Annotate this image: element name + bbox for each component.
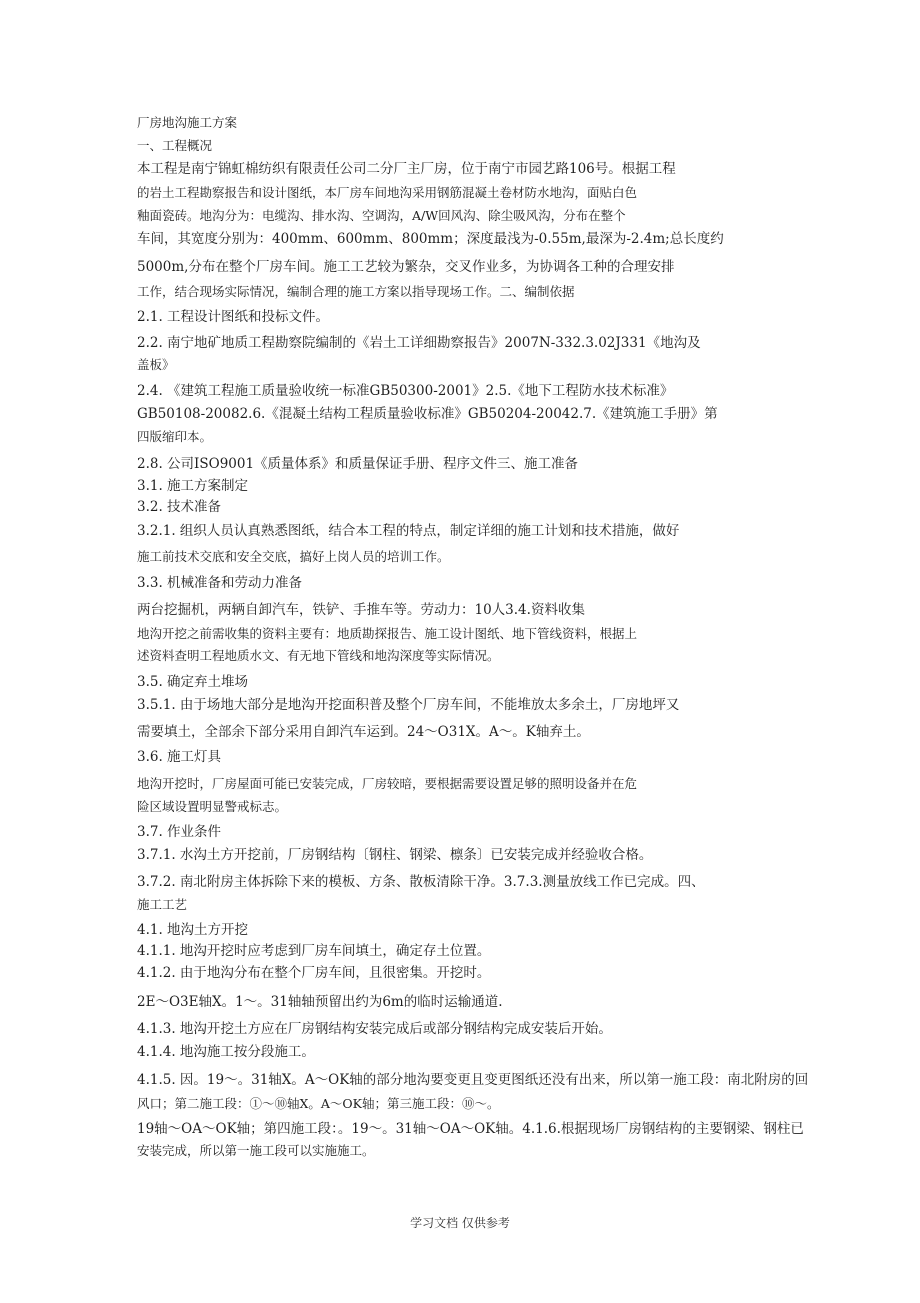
paragraph-line: 的岩土工程勘察报告和设计图纸，本厂房车间地沟采用钢筋混凝土卷材防水地沟，面贴白色 [137, 185, 638, 200]
list-item: 3.7.2. 南北附房主体拆除下来的模板、方条、散板清除干净。3.7.3.测量放线工作已完成。四、 [137, 874, 705, 890]
paragraph-line: 2E〜O3E轴X。1〜。31轴轴预留出约为6m的临时运输通道. [137, 994, 503, 1010]
list-item: 4.1.5. 因。19〜。31轴X。A〜OK轴的部分地沟要变更且变更图纸还没有出来，所以第一施工段：南北附房的回 [137, 1072, 809, 1088]
doc-title: 厂房地沟施工方案 [137, 115, 238, 130]
paragraph-line: 车间，其宽度分别为：400mm、600mm、800mm；深度最浅为-0.55m,最深为-2.4m;总长度约 [137, 231, 724, 247]
paragraph-line: 本工程是南宁锦虹棉纺织有限责任公司二分厂主厂房，位于南宁市园艺路106号。根据工程 [137, 161, 676, 177]
paragraph-line: 盖板》 [137, 357, 175, 372]
paragraph-line: 施工工艺 [137, 897, 188, 912]
list-item: 3.7. 作业条件 [137, 824, 222, 840]
paragraph-line: 5000m,分布在整个厂房车间。施工工艺较为繁杂，交叉作业多，为协调各工种的合理安排 [137, 259, 675, 275]
list-item: 4.1.3. 地沟开挖土方应在厂房钢结构安装完成后或部分钢结构完成安装后开始。 [137, 1021, 612, 1037]
paragraph-line: 地沟开挖时，厂房屋面可能已安装完成，厂房较暗，要根据需要设置足够的照明设备并在危 [137, 776, 638, 791]
paragraph-line: 四版缩印本。 [137, 429, 213, 444]
list-item: 2.8. 公司ISO9001《质量体系》和质量保证手册、程序文件三、施工准备 [137, 456, 579, 472]
list-item: 2.2. 南宁地矿地质工程勘察院编制的《岩土工详细勘察报告》2007N-332.3.02J331《地沟及 [137, 335, 701, 351]
list-item: 4.1.1. 地沟开挖时应考虑到厂房车间填土，确定存土位置。 [137, 943, 491, 959]
paragraph-line: GB50108-20082.6.《混凝土结构工程质量验收标准》GB50204-20042.7.《建筑施工手册》第 [137, 406, 718, 422]
paragraph-line: 地沟开挖之前需收集的资料主要有：地质勘探报告、施工设计图纸、地下管线资料，根据上 [137, 626, 638, 641]
list-item: 3.5.1. 由于场地大部分是地沟开挖面积普及整个厂房车间，不能堆放太多余土，厂房地坪又 [137, 697, 680, 713]
paragraph-line: 安装完成，所以第一施工段可以实施施工。 [137, 1143, 375, 1158]
list-item: 4.1. 地沟土方开挖 [137, 922, 249, 938]
list-item: 3.2.1. 组织人员认真熟悉图纸，结合本工程的特点，制定详细的施工计划和技术措施，做好 [137, 523, 680, 539]
section-heading: 一、工程概况 [137, 138, 213, 153]
paragraph-line: 19轴〜OA〜OK轴；第四施工段：。19〜。31轴〜OA〜OK轴。4.1.6.根据现场厂房钢结构的主要钢梁、钢柱已 [137, 1121, 804, 1137]
paragraph-line: 工作，结合现场实际情况，编制合理的施工方案以指导现场工作。二、编制依据 [137, 284, 575, 299]
paragraph-line: 险区域设置明显警戒标志。 [137, 799, 288, 814]
list-item: 2.4. 《建筑工程施工质量验收统一标准GB50300-2001》2.5.《地下工程防水技术标准》 [137, 383, 674, 399]
list-item: 4.1.4. 地沟施工按分段施工。 [137, 1044, 315, 1060]
page-footer: 学习文档 仅供参考 [410, 1216, 510, 1230]
paragraph-line: 两台挖掘机，两辆自卸汽车，铁铲、手推车等。劳动力：10人3.4.资料收集 [137, 602, 585, 618]
list-item: 3.6. 施工灯具 [137, 749, 222, 765]
list-item: 3.3. 机械准备和劳动力准备 [137, 575, 303, 591]
paragraph-line: 釉面瓷砖。地沟分为：电缆沟、排水沟、空调沟，A/W回风沟、除尘吸风沟，分布在整个 [137, 208, 626, 223]
paragraph-line: 施工前技术交底和安全交底，搞好上岗人员的培训工作。 [137, 549, 450, 564]
list-item: 4.1.2. 由于地沟分布在整个厂房车间，且很密集。开挖时。 [137, 965, 491, 981]
list-item: 3.1. 施工方案制定 [137, 478, 249, 494]
list-item: 3.2. 技术准备 [137, 499, 222, 515]
list-item: 3.7.1. 水沟土方开挖前，厂房钢结构〔钢柱、钢梁、檩条〕已安装完成并经验收合格。 [137, 847, 653, 863]
paragraph-line: 需要填土，全部余下部分采用自卸汽车运到。24〜O31X。A〜。K轴弃土。 [137, 724, 590, 740]
list-item: 3.5. 确定弃土堆场 [137, 674, 249, 690]
paragraph-line: 风口；第二施工段：①〜⑩轴X。A〜OK轴；第三施工段：⑩〜。 [137, 1096, 500, 1111]
paragraph-line: 述资料查明工程地质水文、有无地下管线和地沟深度等实际情况。 [137, 648, 500, 663]
list-item: 2.1. 工程设计图纸和投标文件。 [137, 309, 330, 325]
